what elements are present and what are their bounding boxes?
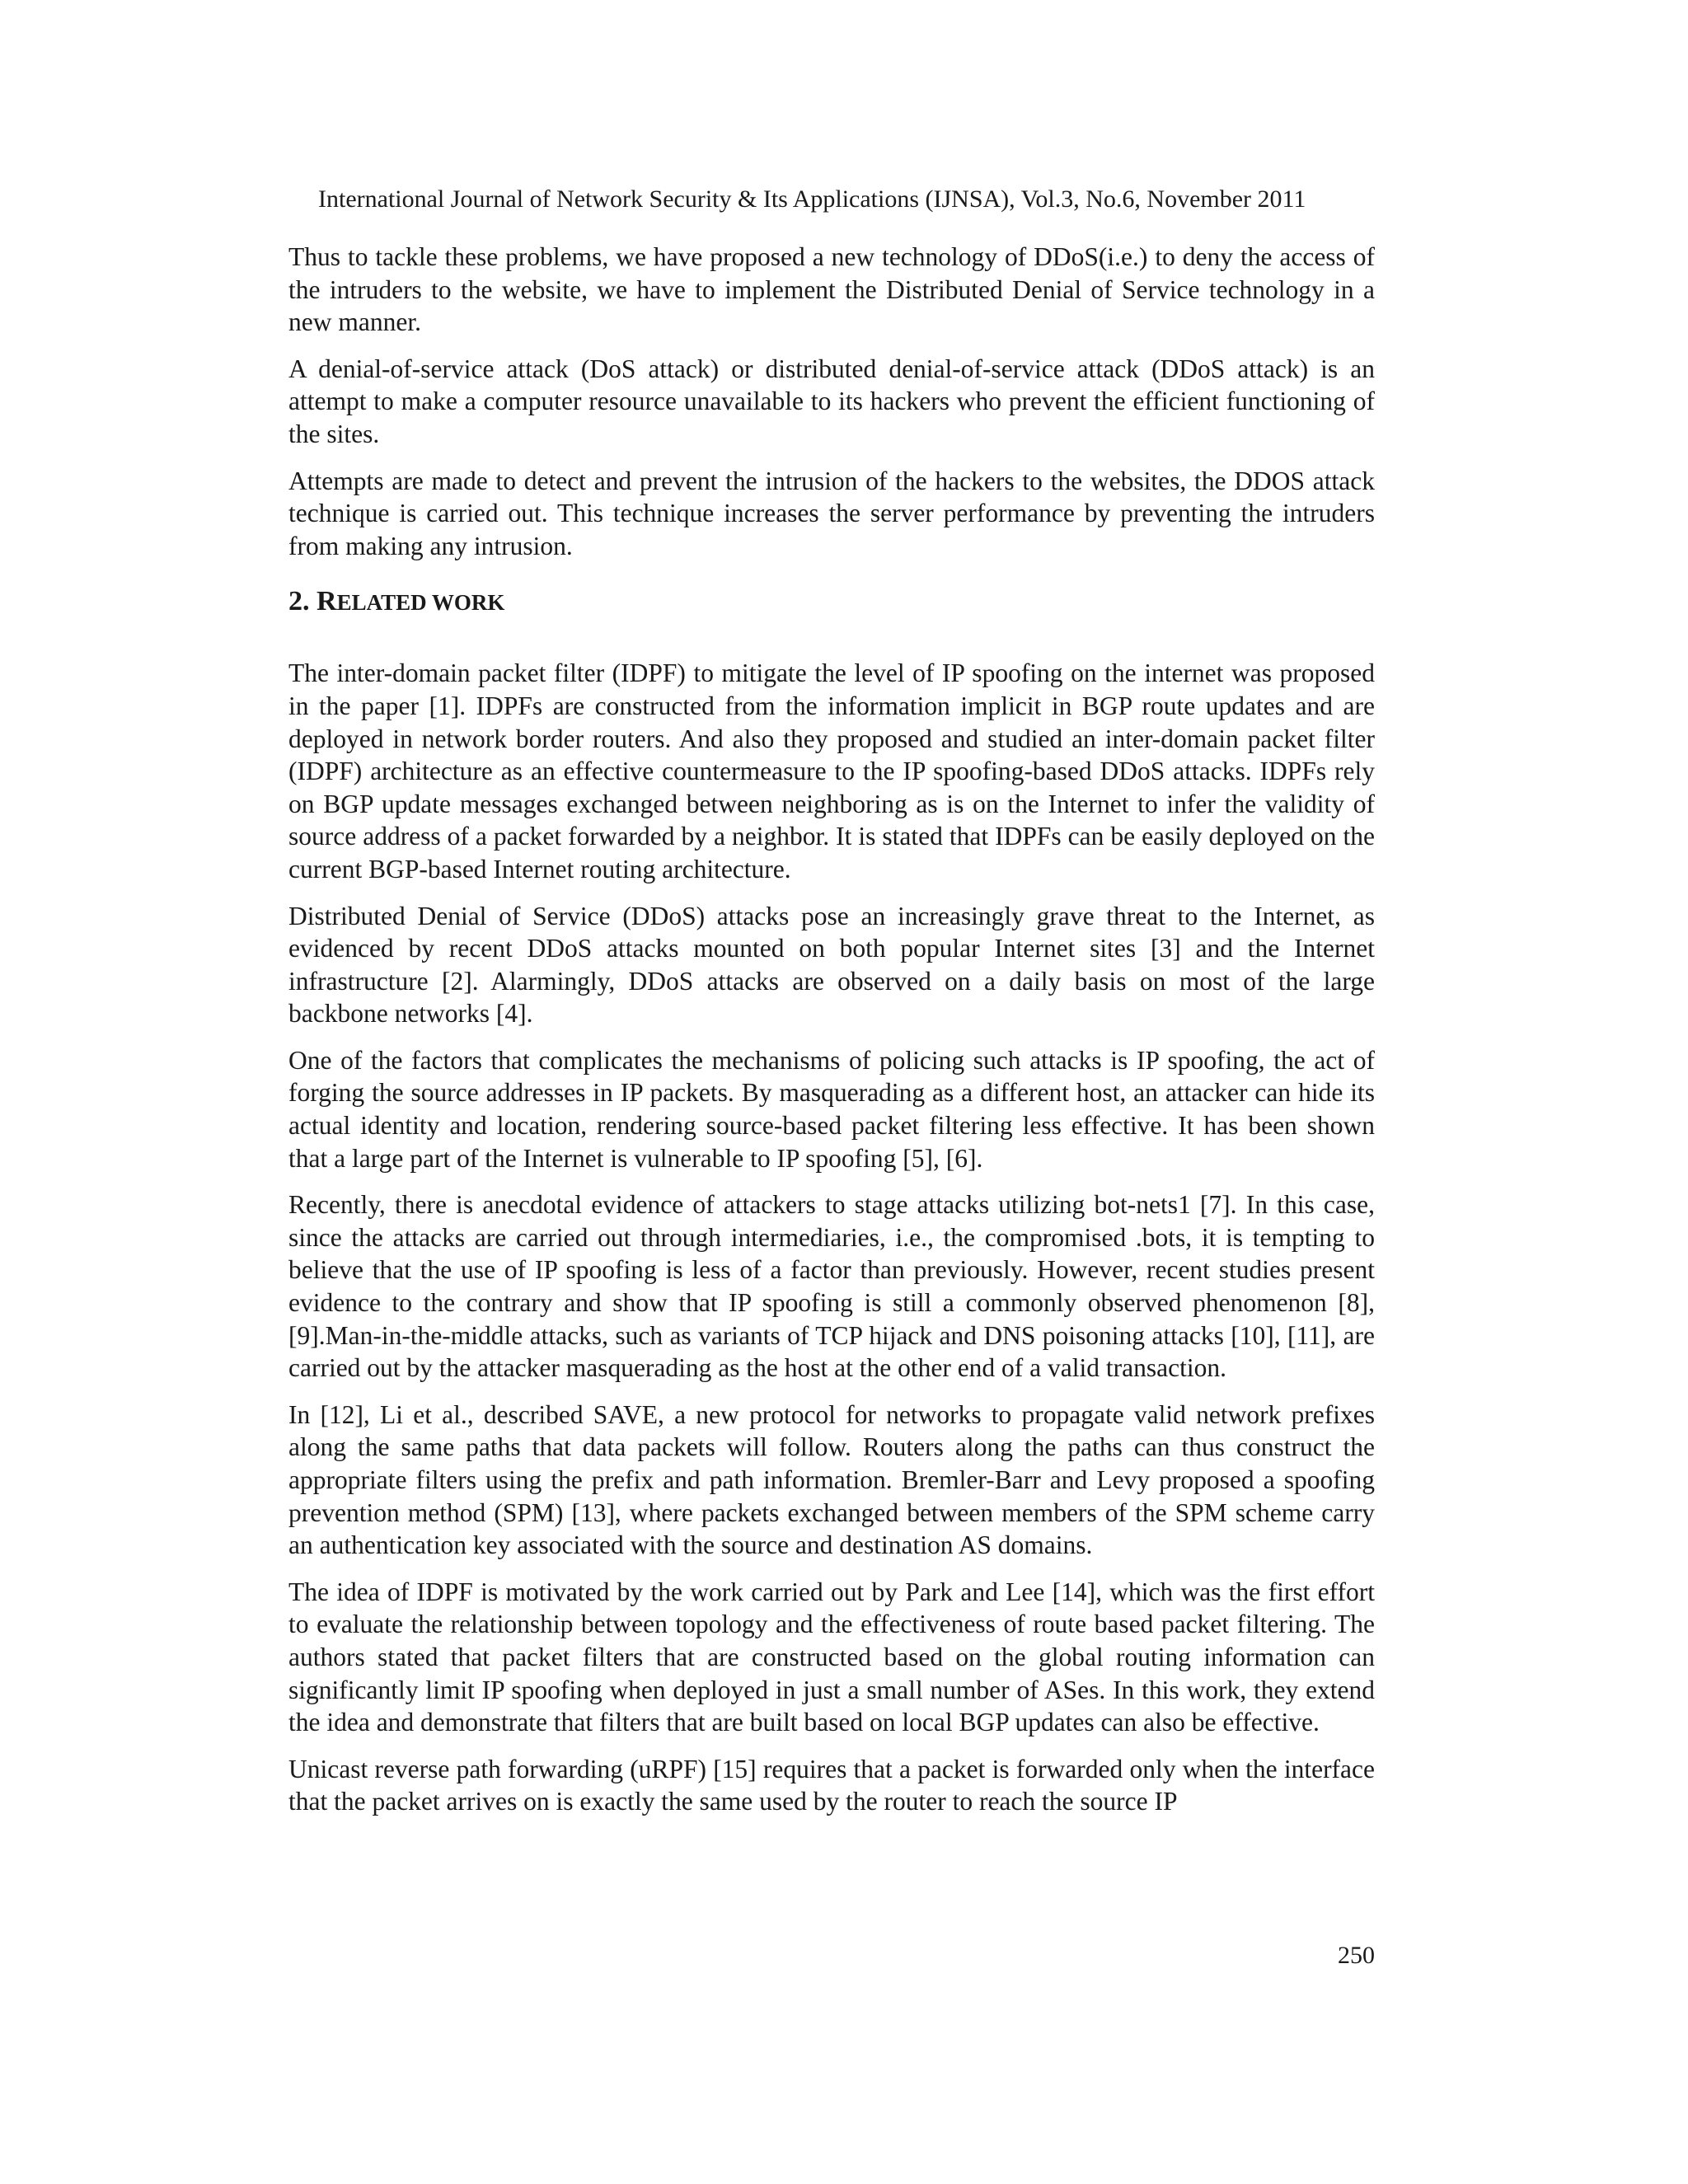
section-title-initial: R	[316, 586, 337, 617]
section-paragraph: The inter-domain packet filter (IDPF) to mitigate the level of IP spoofing on the internet was proposed in the paper [1]. IDPFs are constructed from the information implicit in BGP route updates and are deployed in network border routers. And also they proposed and studied an inter-domain packet filter (IDPF) architecture as an effective countermeasure to the IP spoofing-based DDoS attacks. IDPFs rely on BGP update messages exchanged between neighboring as is on the Internet to infer the validity of source address of a packet forwarded by a neighbor. It is stated that IDPFs can be easily deployed on the current BGP-based Internet routing architecture.	[288, 658, 1375, 883]
section-paragraph: The idea of IDPF is motivated by the work carried out by Park and Lee [14], which was the first effort to evaluate the relationship between topology and the effectiveness of route based packet filtering. The authors stated that packet filters that are constructed based on the global routing information can significantly limit IP spoofing when deployed in just a small number of ASes. In this work, they extend the idea and demonstrate that filters that are built based on local BGP updates can also be effective.	[288, 1577, 1375, 1737]
intro-paragraph: A denial-of-service attack (DoS attack) or distributed denial-of-service attack (DDoS attack) is an attempt to make a computer resource unavailable to its hackers who prevent the efficient functioning of the sites.	[288, 354, 1375, 448]
intro-paragraph: Attempts are made to detect and prevent the intrusion of the hackers to the websites, the DDOS attack technique is carried out. This technique increases the server performance by preventing the intruders from making any intrusion.	[288, 466, 1375, 560]
section-heading	[288, 583, 1375, 621]
section-paragraph: Recently, there is anecdotal evidence of attackers to stage attacks utilizing bot-nets1 [7]. In this case, since the attacks are carried out through intermediaries, i.e., the compromised .bots, it is tempting to believe that the use of IP spoofing is less of a factor than previously. However, recent studies present evidence to the contrary and show that IP spoofing is still a commonly observed phenomenon [8], [9].Man-in-the-middle attacks, such as variants of TCP hijack and DNS poisoning attacks [10], [11], are carried out by the attacker masquerading as the host at the other end of a valid transaction.	[288, 1190, 1375, 1383]
intro-paragraph: Thus to tackle these problems, we have proposed a new technology of DDoS(i.e.) to deny the access of the intruders to the website, we have to implement the Distributed Denial of Service technology in a new manner.	[288, 242, 1375, 337]
section-title-rest: ELATED WORK	[336, 590, 505, 616]
body-column	[288, 241, 1375, 1832]
section-number: 2.	[288, 586, 316, 617]
section-paragraph: Distributed Denial of Service (DDoS) attacks pose an increasingly grave threat to the Internet, as evidenced by recent DDoS attacks mounted on both popular Internet sites [3] and the Internet infrastructure [2]. Alarmingly, DDoS attacks are observed on a daily basis on most of the large backbone networks [4].	[288, 901, 1375, 1029]
page-number: 250	[1338, 1942, 1375, 1969]
section-paragraph: Unicast reverse path forwarding (uRPF) [15] requires that a packet is forwarded only when the interface that the packet arrives on is exactly the same used by the router to reach the source IP	[288, 1754, 1375, 1816]
running-header: International Journal of Network Security & Its Applications (IJNSA), Vol.3, No.6, November 2011	[318, 185, 1306, 213]
section-paragraph: In [12], Li et al., described SAVE, a new protocol for networks to propagate valid network prefixes along the same paths that data packets will follow. Routers along the paths can thus construct the appropriate filters using the prefix and path information. Bremler-Barr and Levy proposed a spoofing prevention method (SPM) [13], where packets exchanged between members of the SPM scheme carry an authentication key associated with the source and destination AS domains.	[288, 1399, 1375, 1560]
section-paragraph: One of the factors that complicates the mechanisms of policing such attacks is IP spoofing, the act of forging the source addresses in IP packets. By masquerading as a different host, an attacker can hide its actual identity and location, rendering source-based packet filtering less effective. It has been shown that a large part of the Internet is vulnerable to IP spoofing [5], [6].	[288, 1045, 1375, 1173]
